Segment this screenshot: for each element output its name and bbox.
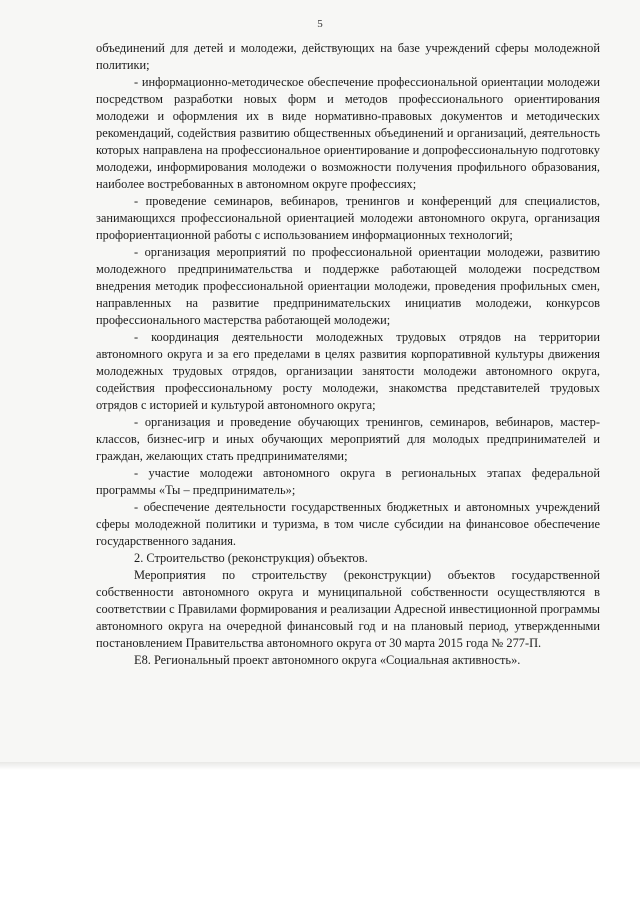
section-heading-construction: 2. Строительство (реконструкция) объектов. xyxy=(134,551,368,565)
paragraph-info-methodical-support: - информационно-методическое обеспечение профессиональной ориентации молодежи посредством разработки новых форм и методов профессионального ориентирования молодежи и оформления их в виде нормативно-правовых документов и методических рекомендаций, содействия развитию общественных объединений и организаций, деятельность которых направлена на профессиональное ориентирование и допрофессиональную подготовку молодежи, информирования молодежи о возможности получения профильного образования, наиболее востребованных в автономном округе профессиях; xyxy=(96,75,600,191)
paragraph-federal-program: - участие молодежи автономного округа в региональных этапах федеральной программы «Ты – предприниматель»; xyxy=(96,466,600,497)
paragraph-institutions-support: - обеспечение деятельности государственных бюджетных и автономных учреждений сферы молодежной политики и туризма, в том числе субсидии на финансовое обеспечение государственного задания. xyxy=(96,500,600,548)
paragraph-career-guidance-events: - организация мероприятий по профессиональной ориентации молодежи, развитию молодежного предпринимательства и поддержке работающей молодежи посредством внедрения методик профессиональной ориентации молодежи, проведения профильных смен, направленных на развитие предпринимательских инициатив молодежи, конкурсов профессионального мастерства работающей молодежи; xyxy=(96,245,600,327)
section-heading-e8-project: Е8. Региональный проект автономного округа «Социальная активность». xyxy=(134,653,521,667)
paragraph-construction-rules: Мероприятия по строительству (реконструкции) объектов государственной собственности автономного округа и муниципальной собственности осуществляются в соответствии с Правилами формирования и реализации Адресной инвестиционной программы автономного округа на очередной финансовый год и на плановый период, утвержденными постановлением Правительства автономного округа от 30 марта 2015 года № 277-П. xyxy=(96,568,600,650)
paragraph-continuation: объединений для детей и молодежи, действующих на базе учреждений сферы молодежной политики; xyxy=(96,41,600,72)
paragraph-seminars-for-specialists: - проведение семинаров, вебинаров, тренингов и конференций для специалистов, занимающихся профессиональной ориентацией молодежи автономного округа, организация профориентационной работы с использованием информационных технологий; xyxy=(96,194,600,242)
paragraph-entrepreneur-trainings: - организация и проведение обучающих тренингов, семинаров, вебинаров, мастер-классов, бизнес-игр и иных обучающих мероприятий для молодых предпринимателей и граждан, желающих стать предпринимателями; xyxy=(96,415,600,463)
page-number: 5 xyxy=(317,18,323,30)
document-body xyxy=(96,40,600,669)
page-edge-shadow xyxy=(0,762,640,770)
paragraph-labor-squads: - координация деятельности молодежных трудовых отрядов на территории автономного округа и за его пределами в целях развития корпоративной культуры движения молодежных трудовых отрядов, организации занятости молодежи автономного округа, содействия профессиональному росту молодежи, знакомства представителей трудовых отрядов с историей и культурой автономного округа; xyxy=(96,330,600,412)
